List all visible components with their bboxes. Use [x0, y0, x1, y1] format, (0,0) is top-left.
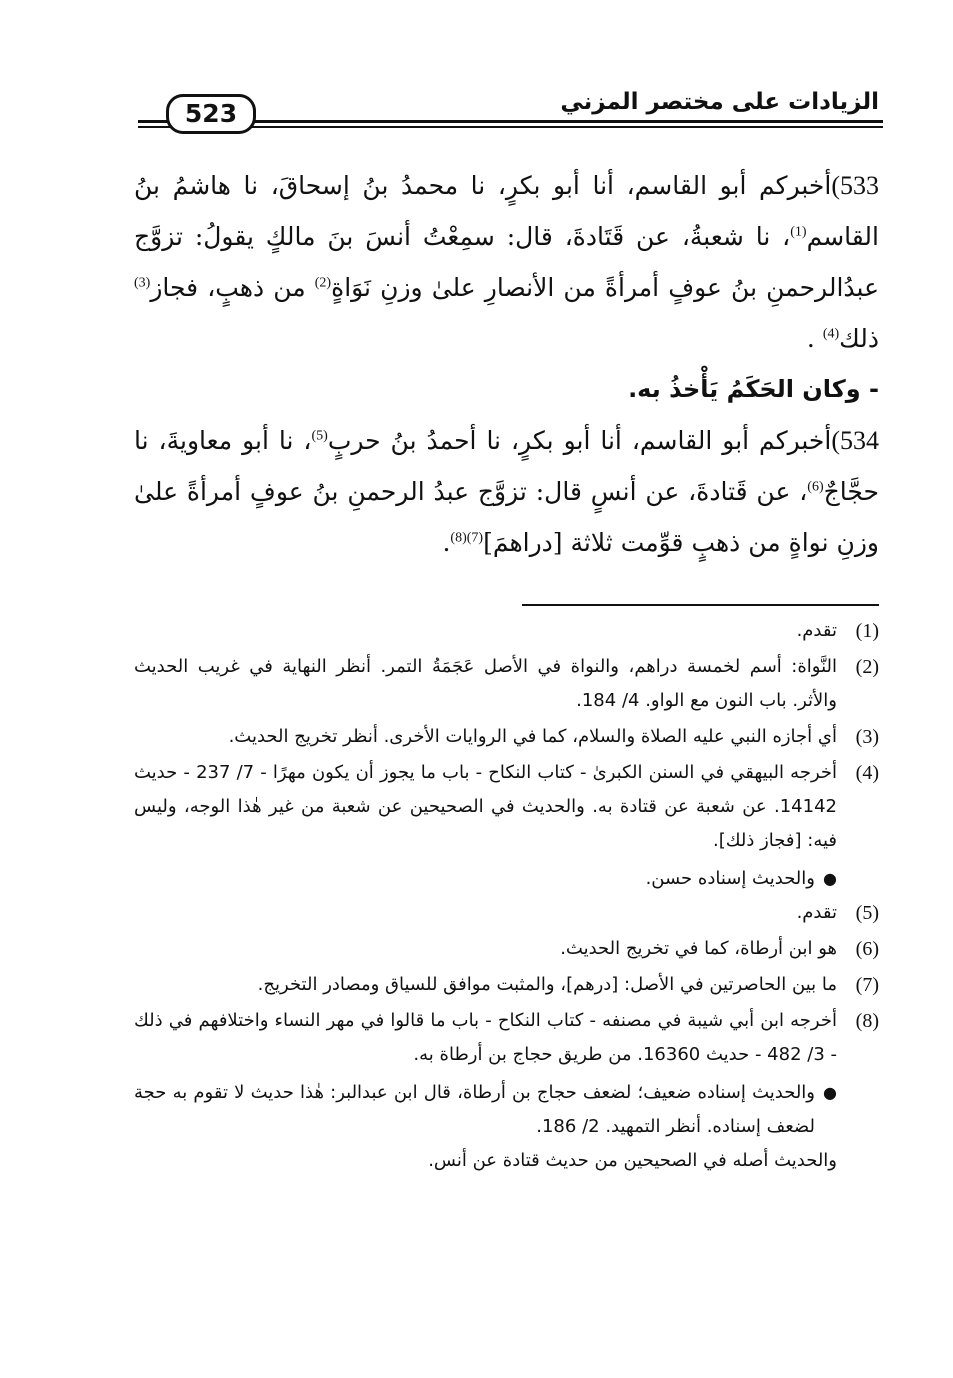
footnote-ref: (3) — [134, 275, 151, 291]
footnote-number: (4) — [855, 762, 879, 784]
page-number: 523 — [166, 94, 256, 134]
footnote-ref: (1) — [790, 224, 807, 240]
footnote-ref: (6) — [807, 479, 824, 495]
footnote-4 — [134, 756, 879, 858]
footnote-text: أخرجه البيهقي في السنن الكبرىٰ - كتاب النكاح - باب ما يجوز أن يكون مهرًا - 7/ 237 - حديث 14142. عن شعبة عن قتادة به. والحديث في الصحيحين عن شعبة من غير هٰذا الوجه، وليس فيه: [فجاز ذلك]. — [134, 762, 838, 851]
hadith-text: . — [806, 324, 823, 353]
footnote-2 — [134, 650, 879, 718]
hadith-text: . — [442, 528, 451, 557]
bullet-icon: ● — [823, 1083, 837, 1102]
hadith-534 — [134, 415, 879, 568]
hadith-number: 533) — [831, 171, 879, 200]
hadith-text: ، عن قَتادةَ، عن أنسٍ قال: تزوَّج عبدُ الرحمنِ بنُ عوفٍ أمرأةً علىٰ وزنِ نواةٍ من ذهبٍ قوِّمت ثلاثة [دراهمَ] — [134, 477, 879, 557]
footnote-3 — [134, 720, 879, 754]
footnote-text: ما بين الحاصرتين في الأصل: [درهم]، والمثبت موافق للسياق ومصادر التخريج. — [257, 974, 837, 995]
footnote-number: (5) — [855, 902, 879, 924]
page-header — [138, 86, 883, 132]
hadith-533 — [134, 160, 879, 364]
footnote-6 — [134, 932, 879, 966]
footnote-number: (8) — [855, 1010, 879, 1032]
bullet-text: والحديث إسناده حسن. — [645, 868, 815, 889]
bullet-text: والحديث إسناده ضعيف؛ لضعف حجاج بن أرطاة، قال ابن عبدالبر: هٰذا حديث لا تقوم به حجة لضعف إسناده. أنظر التمهيد. 2/ 186. — [134, 1082, 815, 1137]
hadith-text: أخبركم أبو القاسم، أنا أبو بكرٍ، نا أحمدُ بنُ حربٍ — [327, 426, 832, 455]
footnote-text: النَّواة: أسم لخمسة دراهم، والنواة في الأصل عَجَمَةُ التمر. أنظر النهاية في غريب الحديث والأثر. باب النون مع الواو. 4/ 184. — [134, 656, 837, 711]
hadith-text: أخبركم أبو القاسم، أنا أبو بكرٍ، نا محمدُ بنُ إسحاقَ، نا هاشمُ بنُ القاسم — [134, 171, 879, 251]
footnote-1 — [134, 614, 879, 648]
footnote-text: هو ابن أرطاة، كما في تخريج الحديث. — [560, 938, 837, 959]
hadith-text: من ذهبٍ، فجاز — [150, 273, 315, 302]
footnote-8-bullet — [134, 1076, 837, 1144]
footnote-8 — [134, 1004, 879, 1072]
hadith-533-comment: - وكان الحَكَمُ يَأْخذُ به. — [628, 375, 879, 403]
footnote-4-bullet — [134, 862, 837, 896]
footnote-ref: (4) — [822, 326, 840, 342]
footnote-ref: (7)(8) — [450, 530, 484, 546]
bullet-icon: ● — [823, 869, 837, 888]
footnote-number: (7) — [855, 974, 879, 996]
footnote-ref: (5) — [311, 428, 328, 444]
footnote-5 — [134, 896, 879, 930]
footnote-8-extra: والحديث أصله في الصحيحين من حديث قتادة عن أنس. — [428, 1150, 837, 1171]
footnote-number: (2) — [855, 656, 879, 678]
hadith-number: 534) — [831, 426, 880, 455]
hadith-text: ذلك — [839, 324, 879, 353]
footnote-7 — [134, 968, 879, 1002]
footnote-number: (1) — [855, 620, 879, 642]
footnote-text: أي أجازه النبي عليه الصلاة والسلام، كما في الروايات الأخرى. أنظر تخريج الحديث. — [228, 726, 837, 747]
footnote-separator — [522, 604, 879, 606]
footnote-text: تقدم. — [796, 620, 837, 641]
running-title: الزيادات على مختصر المزني — [550, 86, 879, 118]
footnote-number: (3) — [855, 726, 879, 748]
hadith-text: ، نا أبو معاويةَ، نا حجَّاجٌ — [134, 426, 879, 506]
main-text — [134, 160, 879, 568]
footnote-ref: (2) — [314, 275, 332, 291]
hadith-text: ، نا شعبةُ، عن قَتَادةَ، قال: سمِعْتُ أنسَ بنَ مالكٍ يقولُ: تزوَّج عبدُالرحمنِ بنُ عوفٍ أمرأةً من الأنصارِ علىٰ وزنِ نَوَاةٍ — [134, 222, 879, 302]
footnote-number: (6) — [855, 938, 879, 960]
footnote-text: تقدم. — [796, 902, 837, 923]
footnotes — [134, 614, 879, 1178]
footnote-text: أخرجه ابن أبي شيبة في مصنفه - كتاب النكاح - باب ما قالوا في مهر النساء واختلافهم في ذلك - 3/ 482 - حديث 16360. من طريق حجاج بن أرطاة به. — [134, 1010, 837, 1065]
